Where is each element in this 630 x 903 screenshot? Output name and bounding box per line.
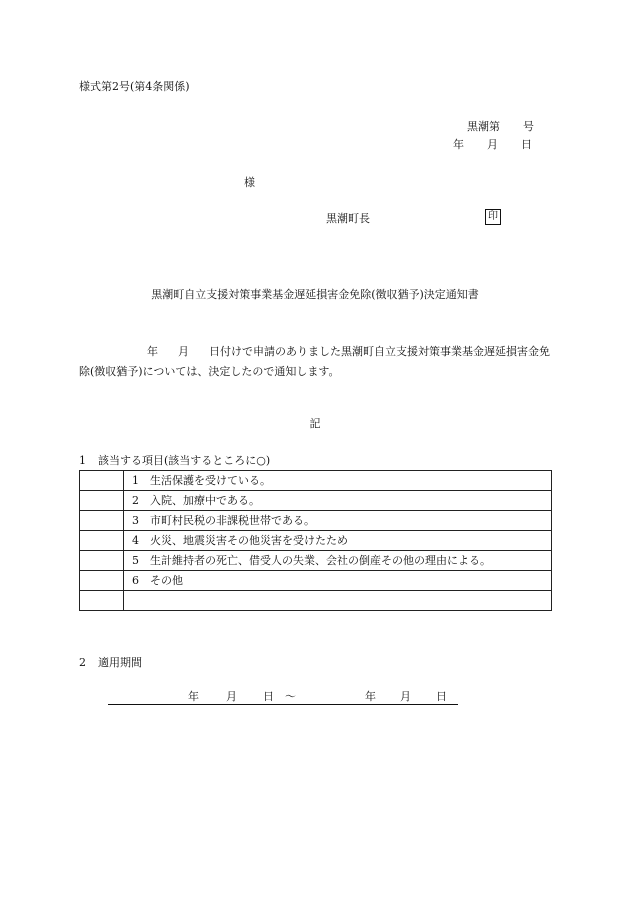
item-label: 5 生計維持者の死亡、借受人の失業、会社の倒産その他の理由による。 [124, 551, 552, 571]
body-year: 年 [147, 345, 158, 358]
section1-title: 該当する項目(該当するところに○) [98, 454, 271, 467]
mark-cell[interactable] [80, 511, 124, 531]
document-number [467, 120, 534, 134]
document-number-prefix: 黒潮第 [467, 120, 500, 133]
body-text: 日付けで申請のありました黒潮町自立支援対策事業基金遅延損害金免除(徴収猶予)については、決定したので通知します。 [79, 345, 550, 378]
document-title: 黒潮町自立支援対策事業基金遅延損害金免除(徴収猶予)決定通知書 [151, 288, 479, 301]
table-row [80, 591, 552, 611]
issue-date-year: 年 [453, 138, 464, 151]
table-row [80, 511, 552, 531]
item-label: 2 入院、加療中である。 [124, 491, 552, 511]
seal-mark: 印 [485, 209, 501, 225]
item-label: 4 火災、地震災害その他災害を受けたため [124, 531, 552, 551]
items-table [79, 470, 552, 611]
document-number-suffix: 号 [523, 120, 534, 133]
section2-heading [79, 656, 142, 670]
addressee-honorific: 様 [244, 176, 255, 189]
mark-cell[interactable] [80, 591, 124, 611]
period-to-month: 月 [400, 690, 411, 703]
table-row [80, 551, 552, 571]
table-row [80, 491, 552, 511]
period-from-year: 年 [188, 690, 199, 703]
issuer-name: 黒潮町長 [326, 212, 370, 225]
period-from-month: 月 [226, 690, 237, 703]
item-label: 1 生活保護を受けている。 [124, 471, 552, 491]
issue-date [453, 138, 532, 152]
section1-number: 1 [79, 454, 86, 467]
issue-date-day: 日 [521, 138, 532, 151]
table-row [80, 571, 552, 591]
form-number: 様式第2号(第4条関係) [79, 80, 190, 93]
application-period [108, 690, 458, 705]
mark-cell[interactable] [80, 551, 124, 571]
body-month: 月 [178, 345, 189, 358]
table-row [80, 471, 552, 491]
mark-cell[interactable] [80, 471, 124, 491]
mark-cell[interactable] [80, 491, 124, 511]
notice-body [79, 342, 551, 382]
period-to-day: 日 [436, 690, 447, 703]
period-to-year: 年 [365, 690, 376, 703]
table-row [80, 531, 552, 551]
mark-cell[interactable] [80, 531, 124, 551]
period-from-day: 日 [263, 690, 274, 703]
item-label: 6 その他 [124, 571, 552, 591]
mark-cell[interactable] [80, 571, 124, 591]
section1-heading [79, 454, 270, 468]
item-label [124, 591, 552, 611]
ki-heading: 記 [309, 417, 321, 430]
period-tilde: ～ [285, 690, 296, 703]
section2-title: 適用期間 [98, 656, 142, 669]
item-label: 3 市町村民税の非課税世帯である。 [124, 511, 552, 531]
issue-date-month: 月 [487, 138, 498, 151]
section2-number: 2 [79, 656, 86, 669]
